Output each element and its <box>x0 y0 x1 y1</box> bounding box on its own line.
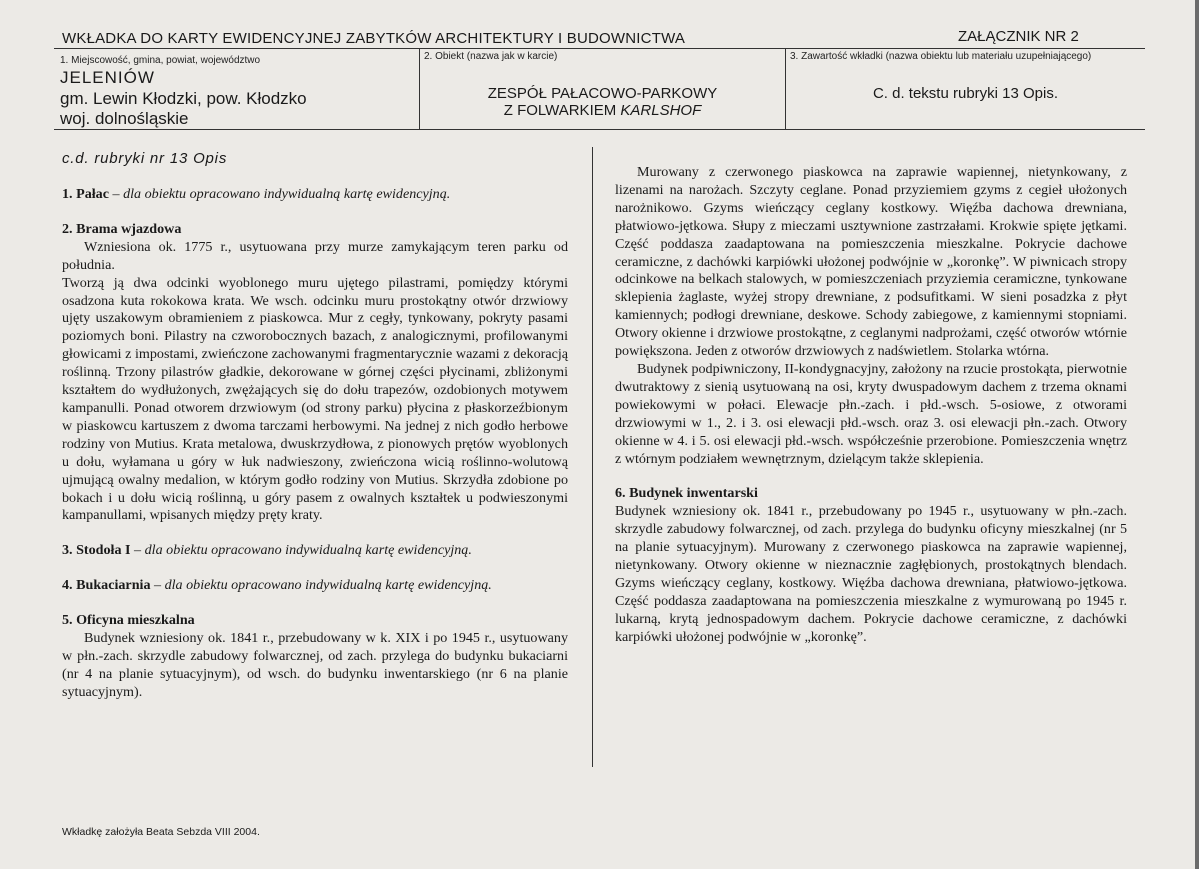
right-column <box>615 164 1127 647</box>
object-name-line2 <box>420 102 785 119</box>
continuation-heading: c.d. rubryki nr 13 Opis <box>62 150 228 167</box>
object-name <box>420 85 785 119</box>
section-4-text: – dla obiektu opracowano indywidualną kartę ewidencyjną. <box>150 577 492 594</box>
object-name-line1: ZESPÓŁ PAŁACOWO-PARKOWY <box>487 85 718 102</box>
column-divider <box>592 147 593 767</box>
box3-label: 3. Zawartość wkładki (nazwa obiektu lub materiału uzupełniającego) <box>790 51 1092 62</box>
box2-label: 2. Obiekt (nazwa jak w karcie) <box>424 51 558 62</box>
object-name-prefix: Z FOLWARKIEM <box>503 102 621 119</box>
object-name-italic: KARLSHOF <box>620 102 702 119</box>
footer-author-note: Wkładkę założyła Beata Sebzda VIII 2004. <box>62 826 260 838</box>
locality-name: JELENIÓW <box>60 68 155 87</box>
header-top-rule <box>54 48 1145 49</box>
section-4-heading: 4. Bukaciarnia <box>62 577 151 594</box>
header-bottom-rule <box>54 129 1145 130</box>
section-3-heading: 3. Stodoła I <box>62 542 131 559</box>
insert-contents: C. d. tekstu rubryki 13 Opis. <box>872 85 1059 102</box>
voivodeship: woj. dolnośląskie <box>60 109 189 128</box>
section-6-heading: 6. Budynek inwentarski <box>615 485 758 502</box>
box1-label: 1. Miejscowość, gmina, powiat, województwo <box>60 55 261 66</box>
left-column <box>62 186 568 702</box>
section-3-text: – dla obiektu opracowano indywidualną kartę ewidencyjną. <box>130 542 472 559</box>
section-1 <box>62 186 568 204</box>
section-3 <box>62 542 568 560</box>
section-5-paragraph-1: Budynek wzniesiony ok. 1841 r., przebudowany w k. XIX i po 1945 r., usytuowany w płn.-zach. skrzydle zabudowy folwarcznej, od zach. przylega do budynku bukaciarni (nr 4 na planie sytuacyjnym), od wsch. do budynku inwentarskiego (nr 6 na planie sytuacyjnym). <box>62 630 568 700</box>
section-1-heading: 1. Pałac <box>62 186 109 202</box>
scan-edge <box>1195 0 1199 869</box>
section-2-heading: 2. Brama wjazdowa <box>62 220 182 237</box>
section-6-paragraph-1: Budynek wzniesiony ok. 1841 r., przebudowany po 1945 r., usytuowany w płn.-zach. skrzydle zabudowy folwarcznej, od zach. przylega do budynku oficyny mieszkalnej (nr 5 na planie sytuacyjnym). Murowany z czerwonego piaskowca na zaprawie wapiennej, nietynkowany. Otwory okienne w nieznacznie zagłębionych, prostokątnych blendach. Gzyms wieńczący ceglany, kostkowy. Więźba dachowa drewniana, płatwiowo-jętkowa. Część poddasza zaadaptowana na pomieszczenia mieszkalne z wymurowaną po 1945 r. lukarną, krytą jednospadowym dachem. Pokrycie dachowe ceramiczne, z dachówki karpiówki ułożonej podwójnie w „koronkę”. <box>615 503 1127 645</box>
annex-number: ZAŁĄCZNIK NR 2 <box>958 28 1079 45</box>
section-5-heading: 5. Oficyna mieszkalna <box>62 612 195 629</box>
section-1-text: – dla obiektu opracowano indywidualną kartę ewidencyjną. <box>108 186 451 202</box>
section-5-paragraph-3: Budynek podpiwniczony, II-kondygnacyjny, założony na rzucie prostokąta, pierwotnie dwutraktowy z sienią usytuowaną na osi, kryty dwuspadowym dachem z trzema oknami powiekowymi w połaci. Elewacje płn.-zach. i płd.-wsch. 5-osiowe, z otworami drzwiowymi w 1., 2. i 3. osi elewacji płd.-wsch. oraz 3. osi elewacji płn.-zach. Otwory okienne w 4. i 5. osi elewacji płd.-wsch. współcześnie przerobione. Pomieszczenia wnętrz z wtórnym podziałem wewnętrznym, dzielącym także sklepienia. <box>615 360 1127 467</box>
section-2-paragraph-1: Wzniesiona ok. 1775 r., usytuowana przy murze zamykającym teren parku od południa. <box>62 238 568 273</box>
section-4 <box>62 577 568 595</box>
section-5-paragraph-2: Murowany z czerwonego piaskowca na zaprawie wapiennej, nietynkowany, z lizenami na narożach. Szczyty ceglane. Ponad przyziemiem gzyms z cegieł ułożonych narożnikowo. Gzyms wieńczący ceglany kostkowy. Więźba dachowa drewniana, płatwiowo-jętkowa. Słupy z mieczami usztywnione zastrzałami. Krokwie spięte jętkami. Część poddasza zaadaptowana na pomieszczenia mieszkalne. Pokrycie dachowe ceramiczne, z dachówki karpiówki ułożonej podwójnie w „koronkę”. W piwnicach stropy odcinkowe na belkach stalowych, w pomieszczeniach przyziemia ceramiczne, tynkowane sklepienia żaglaste, wyżej stropy drewniane, z podsufitkami. W sieni posadzka z płyt kamiennych; podłogi drewniane, deskowe. Schody zabiegowe, z kamiennymi stopniami. Otwory okienne i drzwiowe prostokątne, z ceglanymi nadprożami, część otworów wtórnie powiększona. Jeden z otworów drzwiowych z nadświetlem. Stolarka wtórna. <box>615 164 1127 360</box>
section-2-paragraph-2: Tworzą ją dwa odcinki wyoblonego muru ujętego pilastrami, pomiędzy którymi osadzona kuta rokokowa krata. We wsch. odcinku muru prostokątny otwór drzwiowy ujęty uszakowym obramieniem z piaskowca. Mur z cegły, tynkowany, pokryty pasami poziomych boni. Pilastry na czworobocznych bazach, z analogicznymi, profilowanymi głowicami z impostami, zwieńczone zachowanymi fragmentarycznie wazami z dekoracją roślinną. Trzony pilastrów gładkie, dekorowane w górnej części płycinami, zbliżonymi kształtem do wydłużonych, zwężających się do dołu trapezów, ozdobionych motywem kampanulli. Ponad otworem drzwiowym (od strony parku) płycina z płaskorzeźbionym w piaskowcu kartuszem z dwoma tarczami herbowymi. Na jednej z nich godło herbowe rodziny von Mutius. Krata metalowa, dwuskrzydłowa, z pionowych prętów wyoblonych u dołu, wyłamana u góry w łuk nadwieszony, zwieńczona wicią roślinno-wolutową ujmującą owalny medalion, w którym godło rodziny von Mutius. Skrzydła zdobione po bokach i u dołu wicią roślinną, u góry pasem z owalnych kształtek u podwieszonymi kampanullami, wpisanych między pręty kraty. <box>62 274 568 524</box>
commune-district: gm. Lewin Kłodzki, pow. Kłodzko <box>60 89 307 108</box>
form-title: WKŁADKA DO KARTY EWIDENCYJNEJ ZABYTKÓW ARCHITEKTURY I BUDOWNICTWA <box>62 30 686 47</box>
